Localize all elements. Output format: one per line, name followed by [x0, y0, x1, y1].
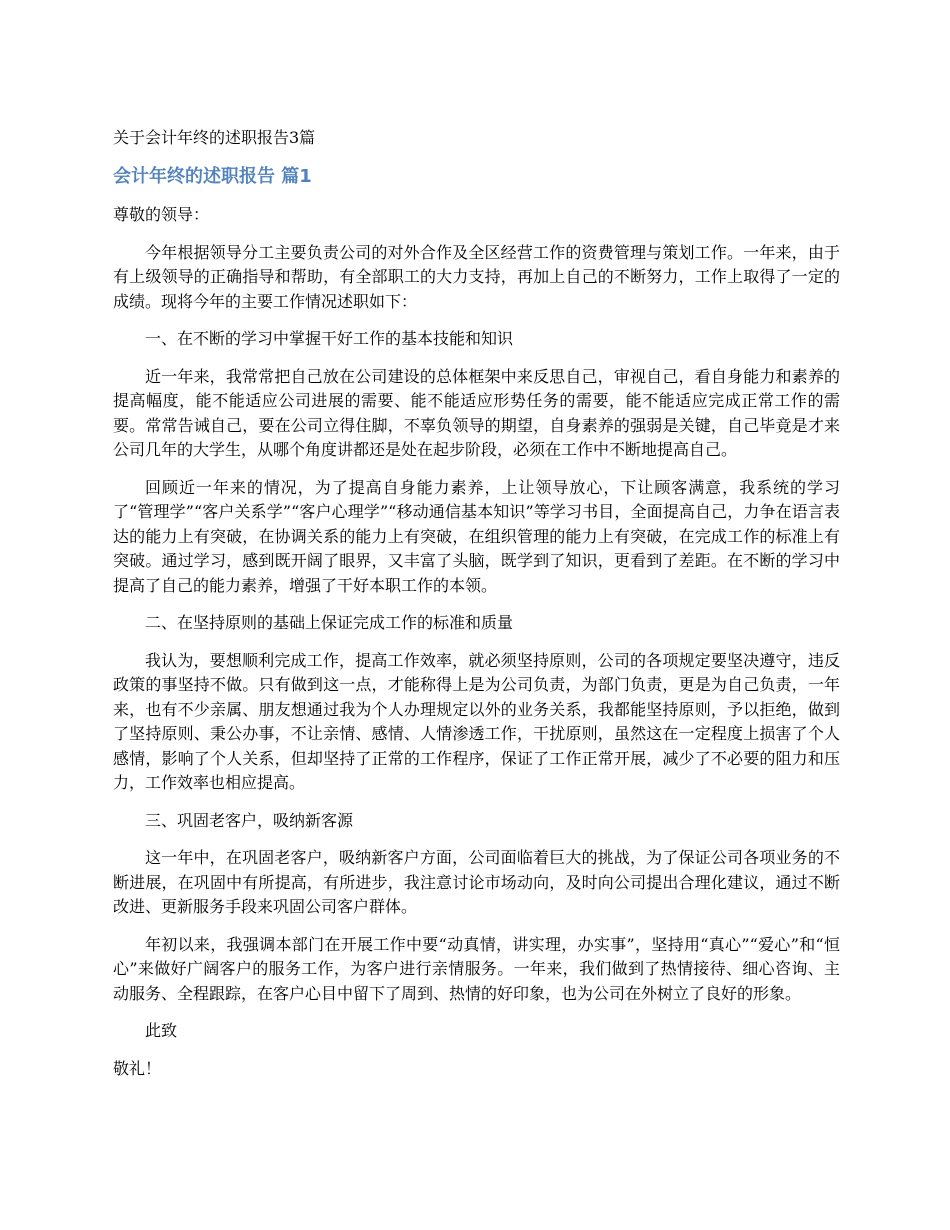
paragraph-intro: 今年根据领导分工主要负责公司的对外合作及全区经营工作的资费管理与策划工作。一年来，由于有上级领导的正确指导和帮助，有全部职工的大力支持，再加上自己的不断努力，工作上取得了一定的成绩。现将今年的主要工作情况述职如下：	[113, 242, 840, 311]
subheading-2: 二、在坚持原则的基础上保证完成工作的标准和质量	[145, 613, 514, 632]
paragraph-1b: 回顾近一年来的情况，为了提高自身能力素养，上让领导放心，下让顾客满意，我系统的学习了“管理学”“客户关系学”“客户心理学”“移动通信基本知识”等学习书目，全面提高自己，力争在语言表达的能力上有突破，在协调关系的能力上有突破，在组织管理的能力上有突破，在完成工作的标准上有突破。通过学习，感到既开阔了眼界，又丰富了头脑，既学到了知识，更看到了差距。在不断的学习中提高了自己的能力素养，增强了干好本职工作的本领。	[113, 477, 840, 595]
section-heading: 会计年终的述职报告 篇1	[113, 166, 312, 187]
closing: 此致	[145, 1021, 178, 1040]
salutation: 尊敬的领导：	[113, 205, 210, 224]
paragraph-3b: 年初以来，我强调本部门在开展工作中要“动真情，讲实理，办实事”，坚持用“真心”“爱心”和“恒心”来做好广阔客户的服务工作，为客户进行亲情服务。一年来，我们做到了热情接待、细心咨询、主动服务、全程跟踪，在客户心目中留下了周到、热情的好印象，也为公司在外树立了良好的形象。	[113, 934, 840, 1003]
subheading-1: 一、在不断的学习中掌握干好工作的基本技能和知识	[145, 329, 514, 348]
document-title: 关于会计年终的述职报告3篇	[113, 128, 316, 147]
paragraph-2: 我认为，要想顺利完成工作，提高工作效率，就必须坚持原则，公司的各项规定要坚决遵守，违反政策的事坚持不做。只有做到这一点，才能称得上是为公司负责，为部门负责，更是为自己负责，一年来，也有不少亲属、朋友想通过我为个人办理规定以外的业务关系，我都能坚持原则，予以拒绝，做到了坚持原则、秉公办事，不让亲情、感情、人情渗透工作，干扰原则，虽然这在一定程度上损害了个人感情，影响了个人关系，但却坚持了正常的工作程序，保证了工作正常开展，减少了不必要的阻力和压力，工作效率也相应提高。	[113, 650, 840, 792]
paragraph-3a: 这一年中，在巩固老客户，吸纳新客户方面，公司面临着巨大的挑战，为了保证公司各项业务的不断进展，在巩固中有所提高，有所进步，我注意讨论市场动向，及时向公司提出合理化建议，通过不断改进、更新服务手段来巩固公司客户群体。	[113, 848, 840, 916]
paragraph-1a: 近一年来，我常常把自己放在公司建设的总体框架中来反思自己，审视自己，看自身能力和素养的提高幅度，能不能适应公司进展的需要、能不能适应形势任务的需要，能不能适应完成正常工作的需要。常常告诫自己，要在公司立得住脚，不辜负领导的期望，自身素养的强弱是关键，自己毕竟是才来公司几年的大学生，从哪个角度讲都还是处在起步阶段，必须在工作中不断地提高自己。	[113, 366, 840, 459]
regards: 敬礼！	[113, 1058, 162, 1078]
document-body	[113, 124, 840, 1094]
subheading-3: 三、巩固老客户，吸纳新客源	[145, 810, 354, 830]
